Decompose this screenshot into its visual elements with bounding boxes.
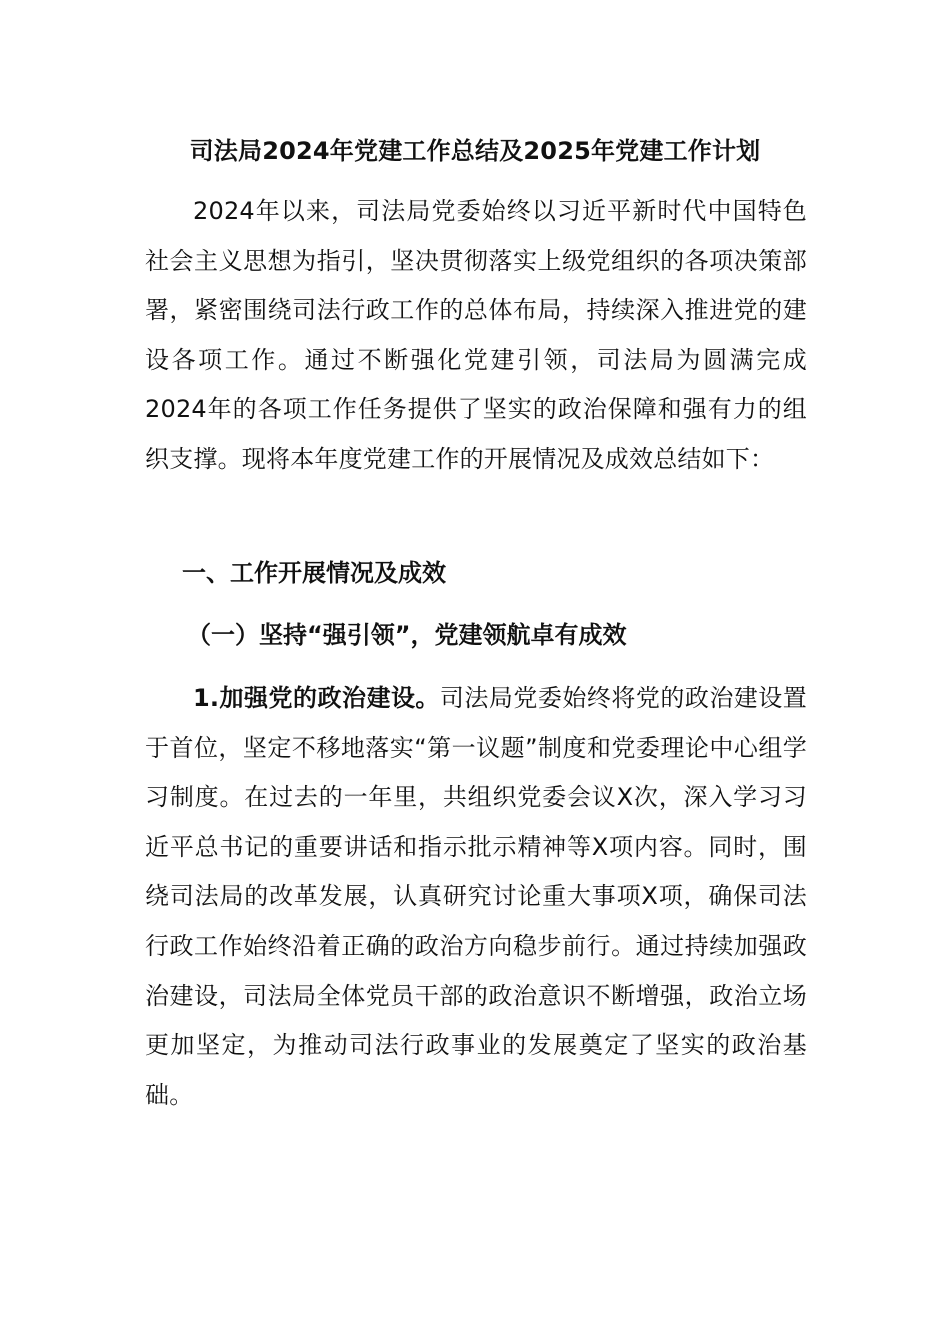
item1-body: 司法局党委始终将党的政治建设置于首位，坚定不移地落实“第一议题”制度和党委理论中心组学习制度。在过去的一年里，共组织党委会议X次，深入学习习近平总书记的重要讲话和指示批示精神等X项内容。同时，围绕司法局的改革发展，认真研究讨论重大事项X项，确保司法行政工作始终沿着正确的政治方向稳步前行。通过持续加强政治建设，司法局全体党员干部的政治意识不断增强，政治立场更加坚定，为推动司法行政事业的发展奠定了坚实的政治基础。 bbox=[145, 684, 807, 1109]
document-title: 司法局2024年党建工作总结及2025年党建工作计划 bbox=[189, 137, 761, 165]
item1-paragraph bbox=[145, 674, 807, 1120]
subsection-heading: （一）坚持“强引领”，党建领航卓有成效 bbox=[187, 621, 627, 649]
item1-lead: 1.加强党的政治建设。 bbox=[193, 684, 440, 712]
section-heading: 一、工作开展情况及成效 bbox=[182, 559, 446, 587]
intro-paragraph: 2024年以来，司法局党委始终以习近平新时代中国特色社会主义思想为指引，坚决贯彻落实上级党组织的各项决策部署，紧密围绕司法行政工作的总体布局，持续深入推进党的建设各项工作。通过不断强化党建引领，司法局为圆满完成2024年的各项工作任务提供了坚实的政治保障和强有力的组织支撑。现将本年度党建工作的开展情况及成效总结如下： bbox=[145, 197, 807, 473]
